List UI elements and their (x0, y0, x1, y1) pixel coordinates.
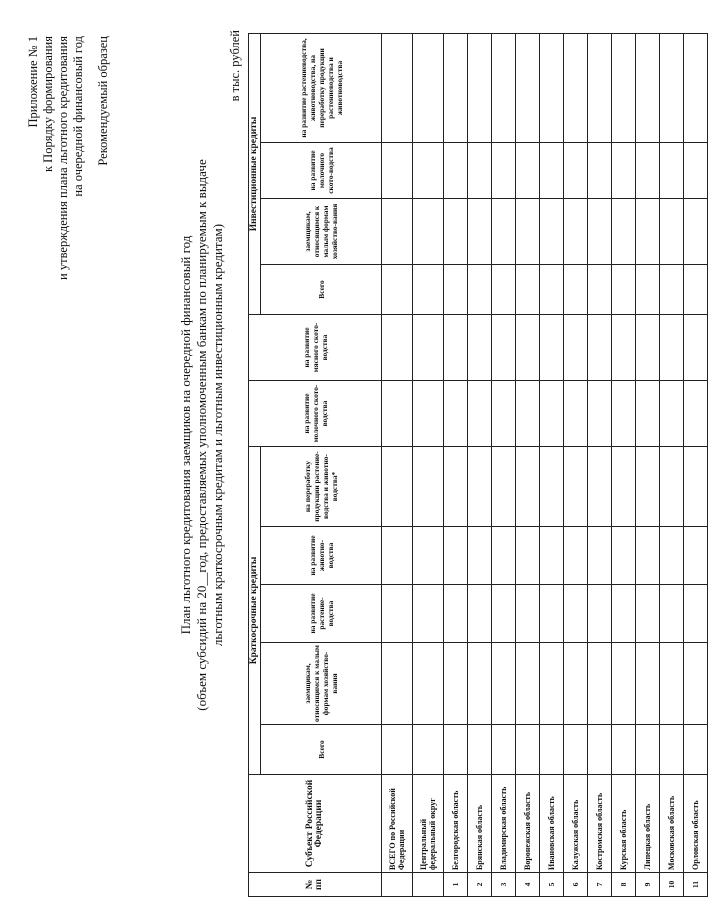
empty-value-cell (588, 34, 612, 143)
empty-value-cell (516, 199, 540, 265)
header-num: № пп (249, 873, 382, 897)
empty-value-cell (588, 447, 612, 527)
empty-value-cell (382, 199, 413, 265)
table-row (564, 34, 588, 897)
empty-value-cell (564, 527, 588, 585)
table-row (540, 34, 564, 897)
empty-value-cell (636, 585, 660, 643)
header-short-crop: на развитие растение-водства (261, 585, 382, 643)
empty-value-cell (540, 199, 564, 265)
row-number (382, 873, 413, 897)
empty-value-cell (444, 381, 468, 447)
empty-value-cell (444, 447, 468, 527)
empty-value-cell (492, 143, 516, 199)
row-subject-name: Воронежская область (516, 775, 540, 873)
header-inv-group: Инвестиционные кредиты (249, 34, 261, 315)
appendix-block (26, 36, 86, 280)
empty-value-cell (588, 381, 612, 447)
row-subject-name: Центральный федеральный округ (413, 775, 444, 873)
empty-value-cell (516, 447, 540, 527)
empty-value-cell (636, 34, 660, 143)
header-short-dairy: на развитие молочного ското-водства (249, 381, 382, 447)
recommended-sample-label: Рекомендуемый образец (96, 36, 110, 166)
empty-value-cell (468, 643, 492, 725)
empty-value-cell (564, 447, 588, 527)
row-number: 8 (612, 873, 636, 897)
empty-value-cell (612, 199, 636, 265)
empty-value-cell (492, 315, 516, 381)
table-body (382, 34, 708, 897)
row-number: 9 (636, 873, 660, 897)
row-number: 11 (684, 873, 708, 897)
row-subject-name: Ивановская область (540, 775, 564, 873)
empty-value-cell (636, 725, 660, 775)
empty-value-cell (660, 265, 684, 315)
empty-value-cell (684, 527, 708, 585)
empty-value-cell (382, 265, 413, 315)
empty-value-cell (444, 585, 468, 643)
empty-value-cell (382, 643, 413, 725)
empty-value-cell (612, 527, 636, 585)
empty-value-cell (468, 447, 492, 527)
empty-value-cell (382, 34, 413, 143)
empty-value-cell (636, 199, 660, 265)
empty-value-cell (684, 265, 708, 315)
empty-value-cell (660, 643, 684, 725)
row-subject-name: Орловская область (684, 775, 708, 873)
empty-value-cell (413, 199, 444, 265)
empty-value-cell (684, 199, 708, 265)
empty-value-cell (660, 447, 684, 527)
empty-value-cell (413, 381, 444, 447)
appendix-line: и утверждения плана льготного кредитования (56, 36, 70, 280)
empty-value-cell (684, 34, 708, 143)
row-number: 6 (564, 873, 588, 897)
table-row (444, 34, 468, 897)
units-label: в тыс. рублей (228, 30, 242, 102)
header-inv-total: Всего (261, 265, 382, 315)
empty-value-cell (444, 725, 468, 775)
empty-value-cell (636, 447, 660, 527)
empty-value-cell (588, 265, 612, 315)
empty-value-cell (684, 315, 708, 381)
empty-value-cell (492, 643, 516, 725)
empty-value-cell (588, 199, 612, 265)
empty-value-cell (564, 585, 588, 643)
empty-value-cell (588, 585, 612, 643)
row-number (413, 873, 444, 897)
empty-value-cell (660, 199, 684, 265)
empty-value-cell (588, 143, 612, 199)
empty-value-cell (612, 143, 636, 199)
row-number: 4 (516, 873, 540, 897)
header-short-livestock: на развитие животно-водства (261, 527, 382, 585)
empty-value-cell (413, 527, 444, 585)
empty-value-cell (540, 447, 564, 527)
empty-value-cell (413, 315, 444, 381)
empty-value-cell (413, 265, 444, 315)
empty-value-cell (612, 643, 636, 725)
empty-value-cell (612, 725, 636, 775)
empty-value-cell (492, 527, 516, 585)
empty-value-cell (468, 199, 492, 265)
empty-value-cell (612, 585, 636, 643)
empty-value-cell (636, 143, 660, 199)
row-subject-name: Калужская область (564, 775, 588, 873)
empty-value-cell (564, 143, 588, 199)
empty-value-cell (660, 585, 684, 643)
empty-value-cell (413, 447, 444, 527)
empty-value-cell (492, 265, 516, 315)
header-short-meat: на развитие мясного ското-водства (249, 315, 382, 381)
appendix-line: Приложение № 1 (26, 36, 40, 128)
empty-value-cell (516, 725, 540, 775)
row-subject-name: Белгородская область (444, 775, 468, 873)
empty-value-cell (612, 34, 636, 143)
header-short-group: Краткосрочные кредиты (249, 447, 261, 775)
header-short-total: Всего (261, 725, 382, 775)
row-subject-name: Костромская область (588, 775, 612, 873)
table-row (684, 34, 708, 897)
row-number: 5 (540, 873, 564, 897)
empty-value-cell (382, 725, 413, 775)
empty-value-cell (588, 527, 612, 585)
empty-value-cell (413, 725, 444, 775)
table-row (636, 34, 660, 897)
row-number: 7 (588, 873, 612, 897)
empty-value-cell (468, 527, 492, 585)
empty-value-cell (382, 585, 413, 643)
empty-value-cell (492, 725, 516, 775)
empty-value-cell (444, 643, 468, 725)
empty-value-cell (660, 34, 684, 143)
document-title (178, 75, 226, 795)
empty-value-cell (540, 643, 564, 725)
empty-value-cell (516, 34, 540, 143)
row-number: 2 (468, 873, 492, 897)
empty-value-cell (588, 643, 612, 725)
empty-value-cell (540, 527, 564, 585)
row-number: 3 (492, 873, 516, 897)
empty-value-cell (540, 34, 564, 143)
row-subject-name: Липецкая область (636, 775, 660, 873)
empty-value-cell (660, 527, 684, 585)
empty-value-cell (492, 381, 516, 447)
credit-plan-table (248, 33, 708, 897)
row-subject-name: Московская область (660, 775, 684, 873)
empty-value-cell (540, 315, 564, 381)
empty-value-cell (564, 34, 588, 143)
empty-value-cell (468, 585, 492, 643)
empty-value-cell (684, 585, 708, 643)
empty-value-cell (382, 447, 413, 527)
empty-value-cell (444, 143, 468, 199)
empty-value-cell (382, 381, 413, 447)
row-subject-name: Курская область (612, 775, 636, 873)
empty-value-cell (516, 381, 540, 447)
header-short-small-forms: заемщикам, относящимся к малым формам хозяйство-вания (261, 643, 382, 725)
header-short-processing: на переработку продукции растение-водства и животно-водства* (261, 447, 382, 527)
row-number: 1 (444, 873, 468, 897)
empty-value-cell (612, 447, 636, 527)
appendix-line: к Порядку формирования (41, 36, 55, 173)
table-row (413, 34, 444, 897)
title-line: План льготного кредитования заемщиков на очередной финансовый год (178, 235, 193, 635)
empty-value-cell (492, 447, 516, 527)
title-line: (объем субсидий на 20__год, предоставляемых уполномоченным банкам по планируемым к выдаче (194, 159, 209, 711)
empty-value-cell (468, 381, 492, 447)
empty-value-cell (564, 315, 588, 381)
empty-value-cell (588, 315, 612, 381)
empty-value-cell (684, 725, 708, 775)
empty-value-cell (413, 143, 444, 199)
empty-value-cell (588, 725, 612, 775)
header-inv-dairy: на развитие молочного ското-водства (261, 143, 382, 199)
empty-value-cell (468, 265, 492, 315)
appendix-line: на очередной финансовый год (71, 36, 85, 197)
header-subject: Субъект Российской Федерации (249, 775, 382, 873)
empty-value-cell (516, 585, 540, 643)
empty-value-cell (540, 265, 564, 315)
row-subject-name: Владимирская область (492, 775, 516, 873)
empty-value-cell (492, 199, 516, 265)
empty-value-cell (684, 643, 708, 725)
empty-value-cell (413, 585, 444, 643)
empty-value-cell (684, 381, 708, 447)
empty-value-cell (516, 527, 540, 585)
empty-value-cell (444, 527, 468, 585)
empty-value-cell (468, 315, 492, 381)
row-subject-name: Брянская область (468, 775, 492, 873)
empty-value-cell (636, 527, 660, 585)
header-inv-development: на развитие растениеводства, животноводства, на переработку продукции растениеводства и животноводства (261, 34, 382, 143)
empty-value-cell (564, 265, 588, 315)
empty-value-cell (468, 143, 492, 199)
empty-value-cell (540, 585, 564, 643)
header-row-groups (249, 34, 261, 897)
header-inv-small-forms: заемщикам, относящимся к малым формам хозяйство-вания (261, 199, 382, 265)
empty-value-cell (382, 315, 413, 381)
empty-value-cell (516, 143, 540, 199)
empty-value-cell (684, 143, 708, 199)
empty-value-cell (468, 725, 492, 775)
empty-value-cell (382, 527, 413, 585)
empty-value-cell (564, 643, 588, 725)
empty-value-cell (540, 725, 564, 775)
empty-value-cell (516, 315, 540, 381)
empty-value-cell (564, 725, 588, 775)
row-subject-name: ВСЕГО по Российской Федерации (382, 775, 413, 873)
empty-value-cell (444, 265, 468, 315)
empty-value-cell (444, 34, 468, 143)
empty-value-cell (660, 315, 684, 381)
title-line: льготным краткосрочным кредитам и льготным инвестиционным кредитам) (210, 223, 225, 647)
table-row (660, 34, 684, 897)
row-number: 10 (660, 873, 684, 897)
table-row (468, 34, 492, 897)
empty-value-cell (636, 315, 660, 381)
empty-value-cell (564, 381, 588, 447)
empty-value-cell (684, 447, 708, 527)
empty-value-cell (540, 381, 564, 447)
empty-value-cell (612, 381, 636, 447)
empty-value-cell (413, 34, 444, 143)
empty-value-cell (516, 265, 540, 315)
empty-value-cell (636, 265, 660, 315)
empty-value-cell (660, 143, 684, 199)
empty-value-cell (444, 315, 468, 381)
empty-value-cell (492, 34, 516, 143)
empty-value-cell (382, 143, 413, 199)
table-row (588, 34, 612, 897)
empty-value-cell (660, 381, 684, 447)
header-row-columns (261, 34, 382, 897)
table-row (382, 34, 413, 897)
empty-value-cell (636, 381, 660, 447)
empty-value-cell (413, 643, 444, 725)
table-row (516, 34, 540, 897)
empty-value-cell (492, 585, 516, 643)
empty-value-cell (660, 725, 684, 775)
empty-value-cell (612, 265, 636, 315)
table-row (612, 34, 636, 897)
table-row (492, 34, 516, 897)
empty-value-cell (444, 199, 468, 265)
empty-value-cell (468, 34, 492, 143)
empty-value-cell (564, 199, 588, 265)
empty-value-cell (636, 643, 660, 725)
empty-value-cell (540, 143, 564, 199)
credit-plan-table-wrap (248, 33, 708, 897)
empty-value-cell (612, 315, 636, 381)
empty-value-cell (516, 643, 540, 725)
